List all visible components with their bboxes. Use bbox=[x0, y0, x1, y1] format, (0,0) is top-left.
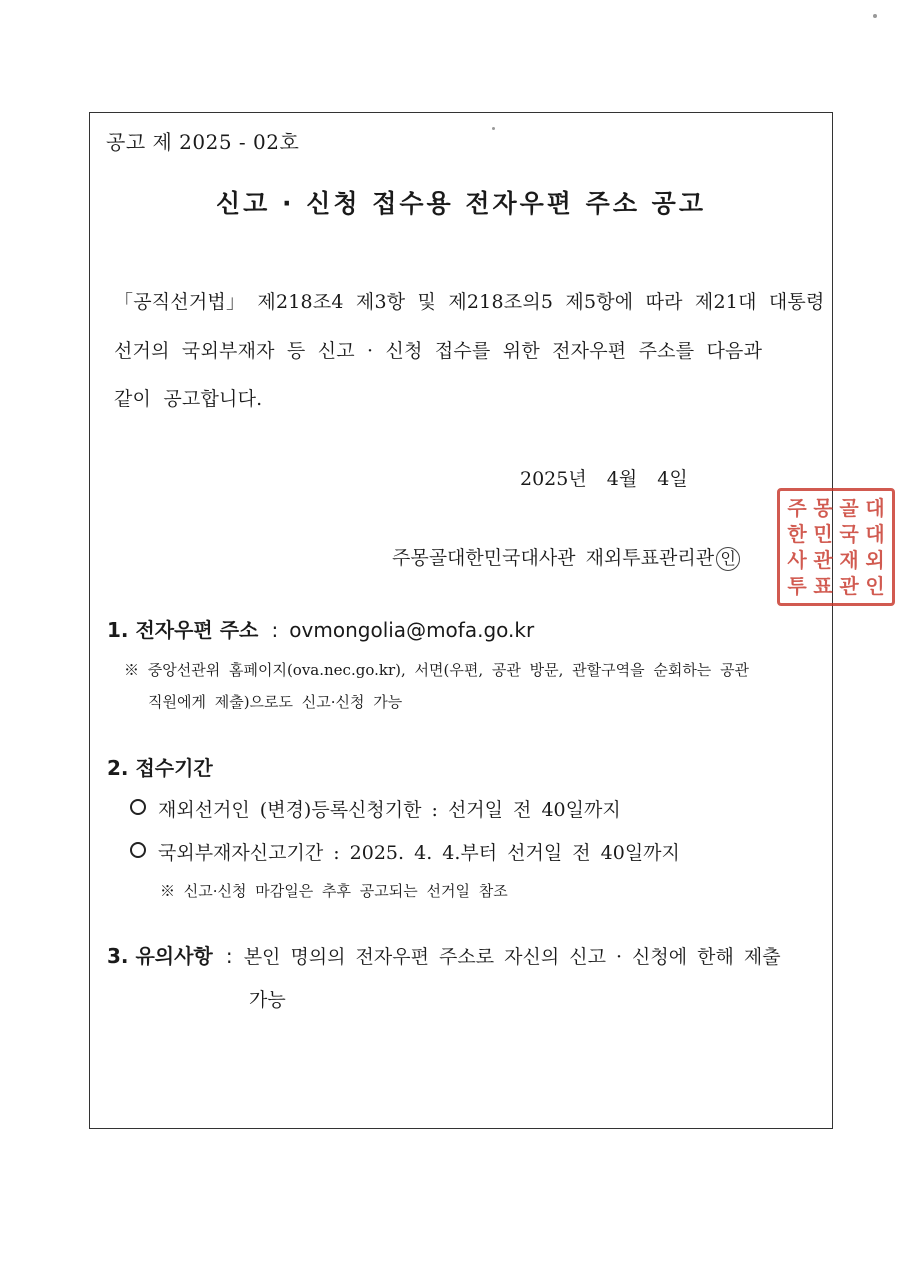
email-address: ovmongolia@mofa.go.kr bbox=[289, 618, 535, 642]
section-3-text-line-1: 본인 명의의 전자우편 주소로 자신의 신고 · 신청에 한해 제출 bbox=[243, 946, 781, 968]
period-item-2-text: 국외부재자신고기간 : 2025. 4. 4.부터 선거일 전 40일까지 bbox=[158, 842, 680, 864]
notice-title: 신고 · 신청 접수용 전자우편 주소 공고 bbox=[216, 189, 706, 218]
issuer-name: 주몽골대한민국대사관 재외투표관리관 bbox=[392, 547, 715, 569]
circle-bullet-icon bbox=[130, 799, 146, 815]
seal-mark: 인 bbox=[716, 547, 740, 571]
section-3-heading: 3. 유의사항 bbox=[107, 944, 213, 968]
section-3 bbox=[107, 940, 781, 969]
circle-bullet-icon bbox=[130, 842, 146, 858]
section-1-note-line-2: 직원에게 제출)으로도 신고·신청 가능 bbox=[148, 693, 403, 711]
section-1-note-line-1: ※ 중앙선관위 홈페이지(ova.nec.go.kr), 서면(우편, 공관 방문, 관할구역을 순회하는 공관 bbox=[124, 661, 750, 679]
notice-number: 공고 제 2025 - 02호 bbox=[106, 130, 300, 154]
section-3-separator: : bbox=[225, 944, 233, 968]
period-item-1-text: 재외선거인 (변경)등록신청기한 : 선거일 전 40일까지 bbox=[158, 799, 621, 821]
period-item-1 bbox=[130, 795, 621, 822]
scan-speck bbox=[492, 127, 495, 130]
section-1-heading: 1. 전자우편 주소 bbox=[107, 618, 259, 642]
body-line-3: 같이 공고합니다. bbox=[114, 388, 263, 410]
issuer bbox=[392, 543, 740, 571]
official-seal-stamp: 주 몽 골 대 한 민 국 대 사 관 재 외 투 표 관 인 bbox=[777, 488, 895, 606]
scan-speck bbox=[873, 14, 877, 18]
section-2-heading: 2. 접수기간 bbox=[107, 756, 213, 780]
body-line-1: 「공직선거법」 제218조4 제3항 및 제218조의5 제5항에 따라 제21대 대통령 bbox=[114, 291, 825, 313]
notice-date: 2025년 4월 4일 bbox=[520, 468, 688, 490]
body-line-2: 선거의 국외부재자 등 신고 · 신청 접수를 위한 전자우편 주소를 다음과 bbox=[114, 340, 763, 362]
section-1-separator: : bbox=[271, 618, 279, 642]
period-item-2 bbox=[130, 838, 680, 865]
section-3-text-line-2: 가능 bbox=[249, 989, 286, 1011]
section-2-note: ※ 신고·신청 마감일은 추후 공고되는 선거일 참조 bbox=[160, 882, 508, 900]
section-1 bbox=[107, 614, 534, 643]
